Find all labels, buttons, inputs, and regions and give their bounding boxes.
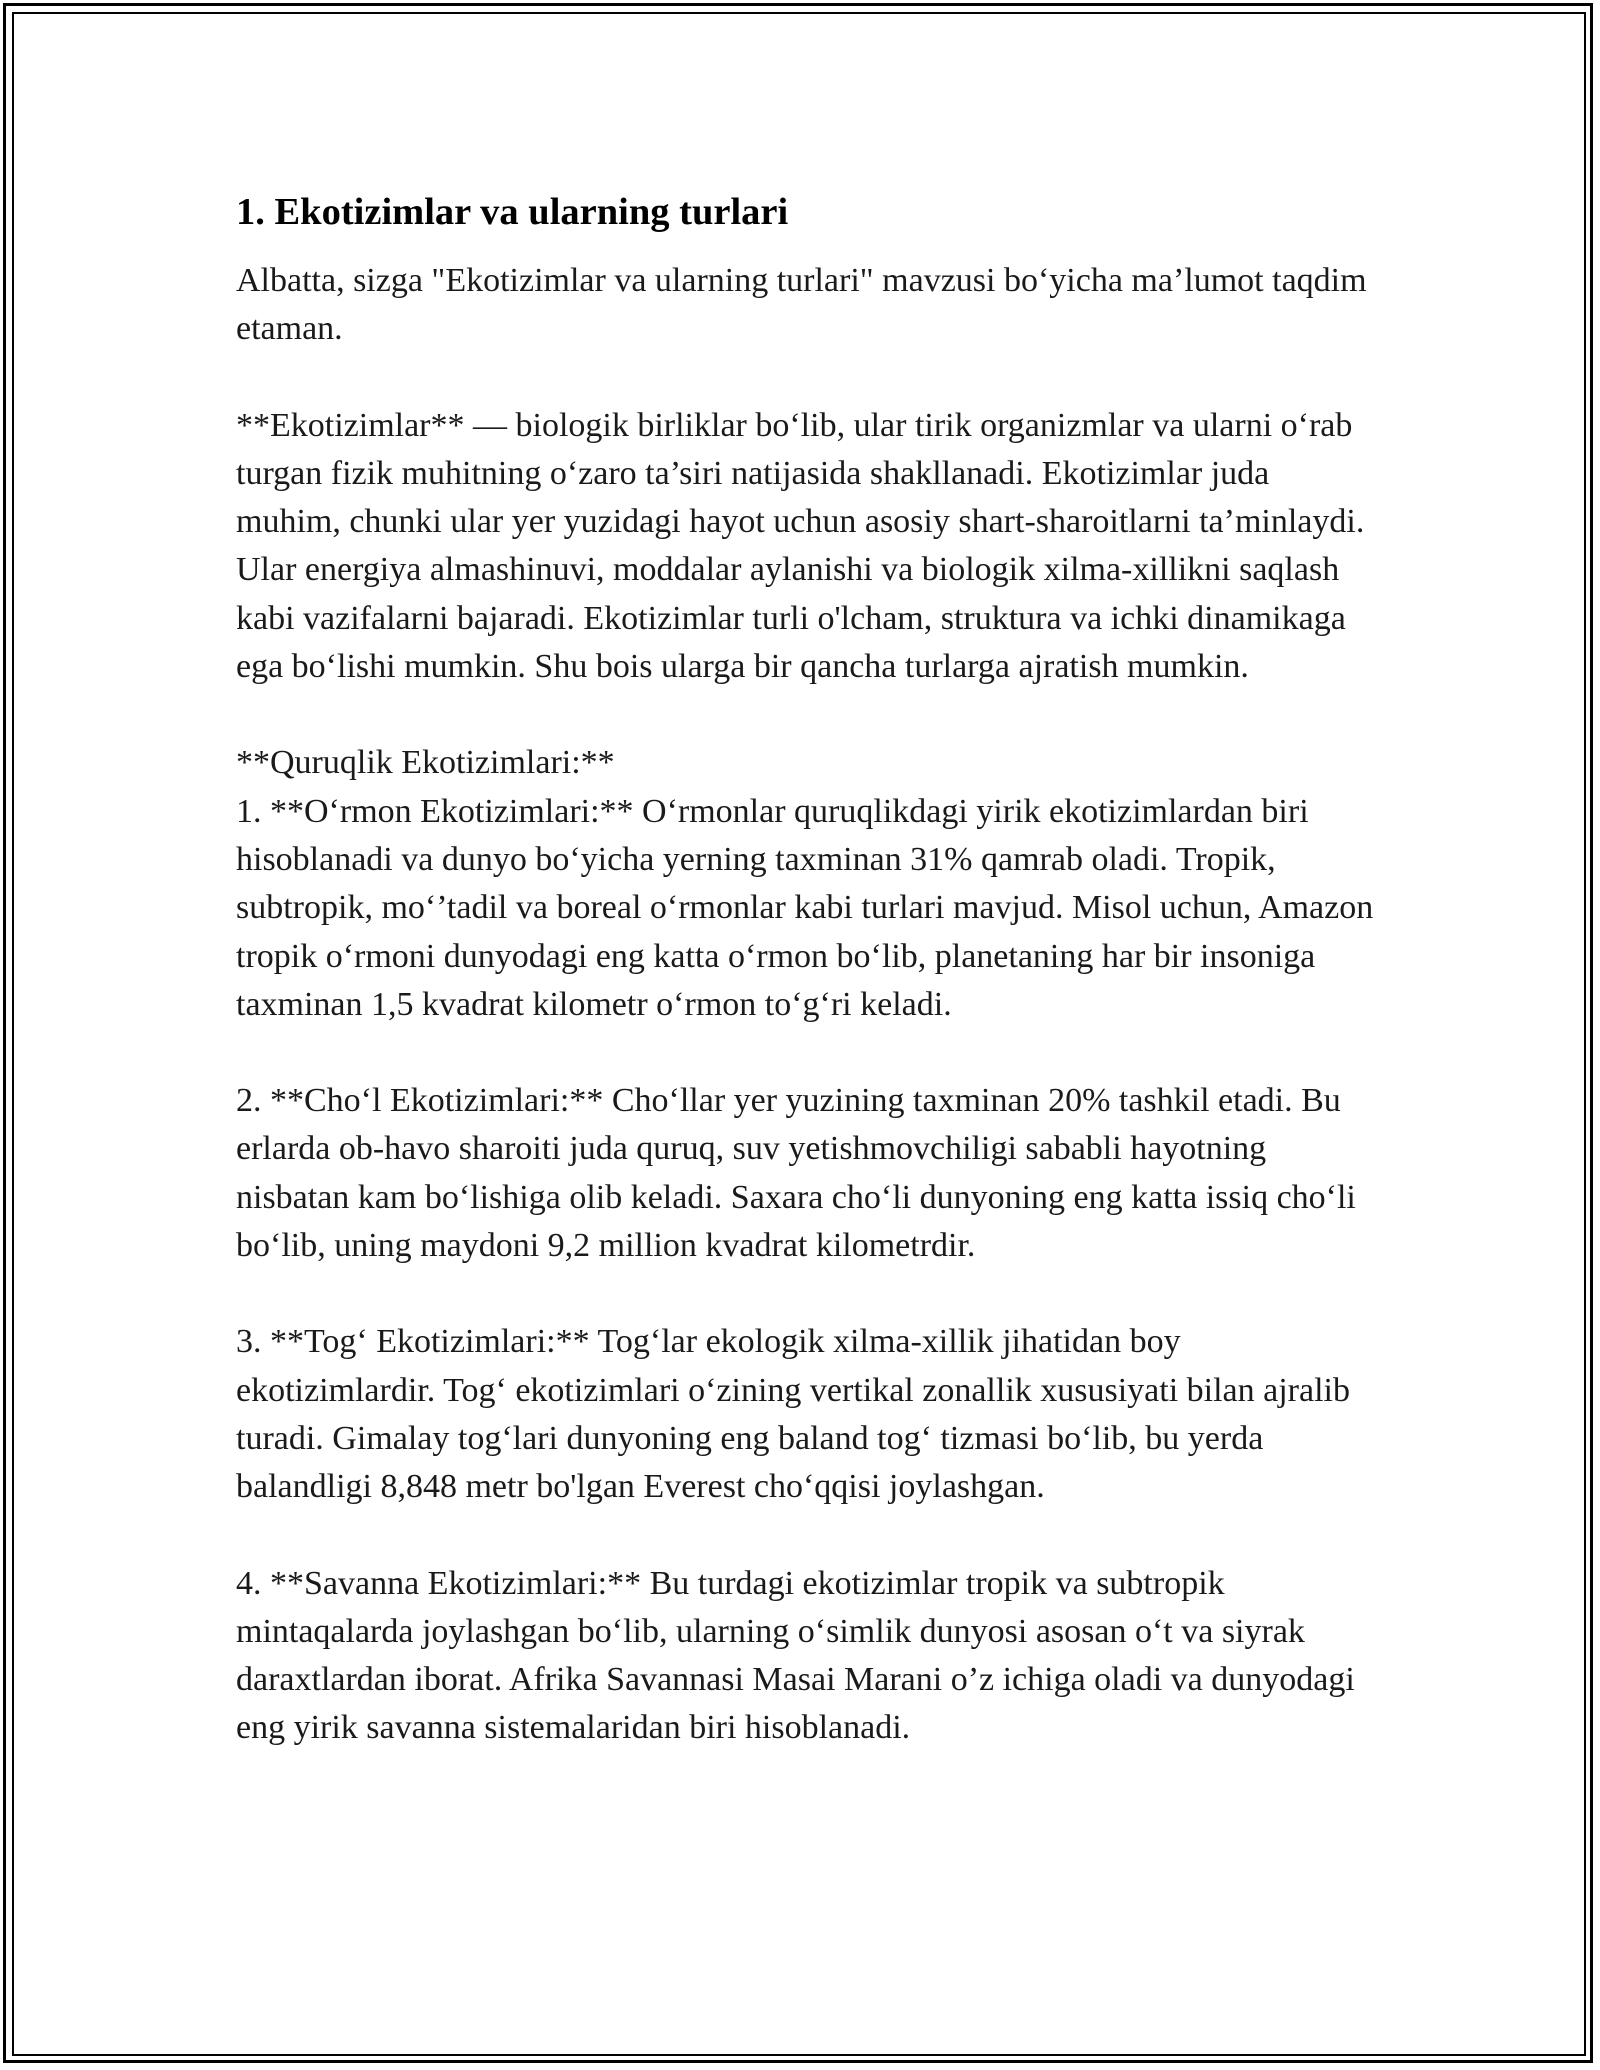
list-item-desert: 2. **Cho‘l Ekotizimlari:** Cho‘llar yer yuzining taxminan 20% tashkil etadi. Bu erlarda ob-havo sharoiti juda quruq, suv yetishmovchiligi sababli hayotning nisbatan kam bo‘lishiga olib keladi. Saxara cho‘li dunyoning eng katta issiq cho‘li bo‘lib, uning maydoni 9,2 million kvadrat kilometrdir. bbox=[236, 1082, 1356, 1265]
document-body bbox=[236, 188, 1376, 1801]
list-item-mountain: 3. **Tog‘ Ekotizimlari:** Tog‘lar ekologik xilma-xillik jihatidan boy ekotizimlardir. Tog‘ ekotizimlari o‘zining vertikal zonallik xususiyati bilan ajralib turadi. Gimalay tog‘lari dunyoning eng baland tog‘ tizmasi bo‘lib, bu yerda balandligi 8,848 metr bo'lgan Everest cho‘qqisi joylashgan. bbox=[236, 1323, 1350, 1506]
section-heading: **Quruqlik Ekotizimlari:** bbox=[236, 744, 615, 782]
list-item-forest: 1. **O‘rmon Ekotizimlari:** O‘rmonlar quruqlikdagi yirik ekotizimlardan biri hisoblanadi va dunyo bo‘yicha yerning taxminan 31% qamrab oladi. Tropik, subtropik, mo‘’tadil va boreal o‘rmonlar kabi turlari mavjud. Misol uchun, Amazon tropik o‘rmoni dunyodagi eng katta o‘rmon bo‘lib, planetaning har bir insoniga taxminan 1,5 kvadrat kilometr o‘rmon to‘g‘ri keladi. bbox=[236, 792, 1374, 1023]
intro-paragraph: Albatta, sizga "Ekotizimlar va ularning turlari" mavzusi bo‘yicha ma’lumot taqdim etaman. bbox=[236, 262, 1367, 348]
document-title: 1. Ekotizimlar va ularning turlari bbox=[236, 191, 789, 233]
definition-paragraph: **Ekotizimlar** — biologik birliklar bo‘lib, ular tirik organizmlar va ularni o‘rab turgan fizik muhitning o‘zaro ta’siri natijasida shakllanadi. Ekotizimlar juda muhim, chunki ular yer yuzidagi hayot uchun asosiy shart-sharoitlarni ta’minlaydi. Ular energiya almashinuvi, moddalar aylanishi va biologik xilma-xillikni saqlash kabi vazifalarni bajaradi. Ekotizimlar turli o'lcham, struktura va ichki dinamikaga ega bo‘lishi mumkin. Shu bois ularga bir qancha turlarga ajratish mumkin. bbox=[236, 406, 1365, 686]
list-item-savanna: 4. **Savanna Ekotizimlari:** Bu turdagi ekotizimlar tropik va subtropik mintaqalarda joylashgan bo‘lib, ularning o‘simlik dunyosi asosan o‘t va siyrak daraxtlardan iborat. Afrika Savannasi Masai Marani o’z ichiga oladi va dunyodagi eng yirik savanna sistemalaridan biri hisoblanadi. bbox=[236, 1564, 1355, 1747]
